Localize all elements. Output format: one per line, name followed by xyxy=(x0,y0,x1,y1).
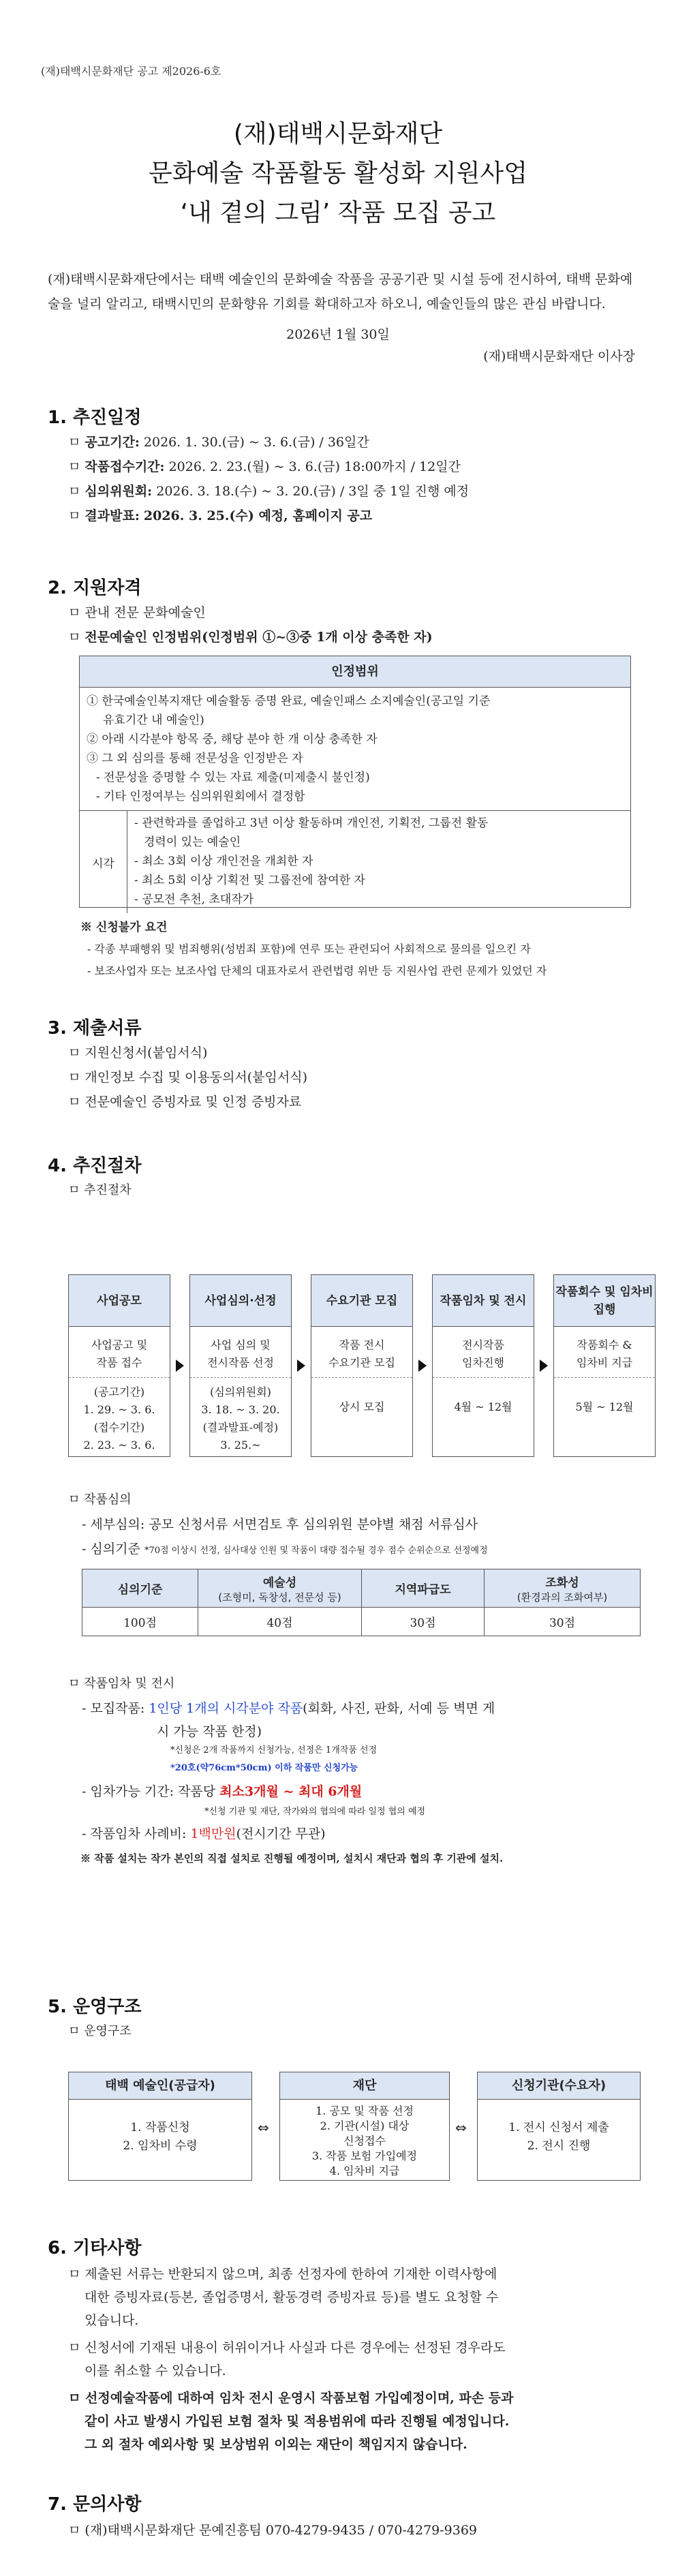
visual-criteria-line: 경력이 있는 예술인 xyxy=(144,835,241,849)
client-head: 신청기관(수요자) xyxy=(478,2072,640,2100)
client-body: 1. 전시 신청서 제출 2. 전시 진행 xyxy=(508,2121,609,2153)
section-2-title: 2. 지원자격 xyxy=(48,578,142,598)
install-note: ※ 작품 설치는 작가 본인의 직접 설치로 진행될 예정이며, 설치시 재단과 협의 후 기관에 설치. xyxy=(80,1852,504,1865)
flow-step-2 xyxy=(189,1274,292,1457)
flow-step-head: 사업심의·선정 xyxy=(190,1275,291,1327)
foundation-body: 1. 공모 및 작품 선정 2. 기관(시설) 대상 신청접수 3. 작품 보험 가입예정 4. 임차비 지급 xyxy=(311,2104,418,2177)
misc-item-cont: 그 외 절차 예외사항 및 보상범위 이외는 재단이 책임지지 않습니다. xyxy=(84,2437,467,2452)
score-cell: 30점 xyxy=(362,1608,485,1636)
misc-item: ㅁ 선정예술작품에 대하여 임차 전시 운영시 작품보험 가입예정이며, 파손 등과 xyxy=(68,2391,514,2406)
recruit-line: - 모집작품: 1인당 1개의 시각분야 작품(회화, 사진, 판화, 서예 등 벽면 게 xyxy=(82,1701,495,1716)
structure-subtitle: ㅁ 운영구조 xyxy=(68,2024,132,2038)
schedule-item: ㅁ 공고기간: 2026. 1. 30.(금) ~ 3. 6.(금) / 36일간 xyxy=(68,435,369,450)
flow-step-body: 전시작품 임차진행 4월 ~ 12월 xyxy=(433,1327,534,1416)
double-arrow-icon: ⇔ xyxy=(258,2119,269,2136)
rental-subtitle: ㅁ 작품임차 및 전시 xyxy=(68,1676,175,1691)
fee-line: - 작품임차 사례비: 1백만원(전시기간 무관) xyxy=(82,1826,326,1841)
visual-label: 시각 xyxy=(80,811,127,913)
contact-line: ㅁ (재)태백시문화재단 문예진흥팀 070-4279-9435 / 070-4279-9369 xyxy=(68,2523,478,2538)
criteria-line: - 전문성을 증명할 수 있는 자료 제출(미제출시 불인정) xyxy=(96,771,370,784)
score-header: 지역파급도 xyxy=(362,1569,485,1608)
visual-criteria-line: - 최소 5회 이상 기획전 및 그룹전에 참여한 자 xyxy=(134,874,365,887)
review-subtitle: ㅁ 작품심의 xyxy=(68,1492,132,1507)
recruit-note: *20호(약76cm*50cm) 이하 작품만 신청가능 xyxy=(170,1763,358,1773)
flow-step-4 xyxy=(432,1274,534,1457)
flow-step-body: 작품 전시 수요기관 모집 상시 모집 xyxy=(311,1327,412,1416)
criteria-line: ② 아래 시각분야 항목 중, 해당 분야 한 개 이상 충족한 자 xyxy=(87,733,378,746)
title-line-1: (재)태백시문화재단 xyxy=(233,120,443,148)
misc-item-cont: 대한 증빙자료(등본, 졸업증명서, 활동경력 증빙자료 등)를 별도 요청할 수 xyxy=(84,2290,499,2305)
flow-step-5 xyxy=(553,1274,656,1457)
score-cell: 30점 xyxy=(485,1608,641,1636)
supplier-box xyxy=(68,2072,252,2181)
criteria-table xyxy=(79,656,631,908)
misc-item-cont: 같이 사고 발생시 가입된 보험 절차 및 적용범위에 따라 진행될 예정입니다. xyxy=(84,2414,510,2429)
period-line: - 임차가능 기간: 작품당 최소3개월 ~ 최대 6개월 xyxy=(82,1784,363,1799)
flow-step-head: 작품회수 및 임차비 집행 xyxy=(554,1275,655,1327)
review-detail: - 세부심의: 공모 신청서류 서면검토 후 심의위원 분야별 채점 서류심사 xyxy=(82,1517,478,1532)
criteria-line: - 기타 인정여부는 심의위원회에서 결정함 xyxy=(96,790,305,803)
criteria-line: ① 한국예술인복지재단 예술활동 증명 완료, 예술인패스 소지예술인(공고일 기준 xyxy=(87,694,491,708)
flow-arrow-icon xyxy=(418,1360,427,1372)
flow-arrow-icon xyxy=(176,1360,184,1372)
criteria-list xyxy=(80,688,630,811)
client-box xyxy=(477,2072,641,2181)
flow-step-head: 수요기관 모집 xyxy=(311,1275,412,1327)
misc-item-cont: 있습니다. xyxy=(84,2313,139,2328)
visual-criteria-list xyxy=(127,811,495,913)
disqualification-item: - 보조사업자 또는 보조사업 단체의 대표자로서 관련법령 위반 등 지원사업 관련 문제가 있었던 자 xyxy=(87,964,547,977)
section-6-title: 6. 기타사항 xyxy=(48,2238,142,2258)
section-3-title: 3. 제출서류 xyxy=(48,1018,142,1039)
score-table xyxy=(82,1569,641,1636)
score-header: 심의기준 xyxy=(82,1569,198,1608)
section-5-title: 5. 운영구조 xyxy=(48,1997,142,2017)
visual-criteria-line: - 최소 3회 이상 개인전을 개최한 자 xyxy=(134,855,313,868)
document-item: ㅁ 개인정보 수집 및 이용동의서(붙임서식) xyxy=(68,1070,308,1085)
section-1-title: 1. 추진일정 xyxy=(48,408,142,428)
double-arrow-icon: ⇔ xyxy=(455,2119,467,2136)
review-criteria: - 심의기준 *70점 이상시 선정, 심사대상 인원 및 작품이 대량 접수될 경우 점수 순위순으로 선정예정 xyxy=(82,1542,488,1557)
score-header: 예술성 (조형미, 독창성, 전문성 등) xyxy=(198,1569,362,1608)
schedule-item: ㅁ 심의위원회: 2026. 3. 18.(수) ~ 3. 20.(금) / 3일 중 1일 진행 예정 xyxy=(68,484,470,499)
schedule-item: ㅁ 결과발표: 2026. 3. 25.(수) 예정, 홈페이지 공고 xyxy=(68,508,373,523)
document-item: ㅁ 전문예술인 증빙자료 및 인정 증빙자료 xyxy=(68,1094,302,1109)
foundation-head: 재단 xyxy=(280,2072,449,2100)
title-line-2: 문화예술 작품활동 활성화 지원사업 xyxy=(149,159,527,187)
qualification-item: ㅁ 관내 전문 문화예술인 xyxy=(68,605,206,620)
document-item: ㅁ 지원신청서(붙임서식) xyxy=(68,1045,208,1060)
score-cell: 100점 xyxy=(82,1608,198,1636)
misc-item: ㅁ 제출된 서류는 반환되지 않으며, 최종 선정자에 한하여 기재한 이력사항에 xyxy=(68,2267,497,2282)
disqualification-item: - 각종 부패행위 및 범죄행위(성범죄 포함)에 연루 또는 관련되어 사회적으로 물의를 일으킨 자 xyxy=(87,942,531,955)
flow-step-body: 사업공고 및 작품 접수 (공고기간) 1. 29. ~ 3. 6. (접수기간) 2. 23. ~ 3. 6. xyxy=(69,1327,170,1454)
flow-step-head: 작품임차 및 전시 xyxy=(433,1275,534,1327)
flow-step-body: 작품회수 & 임차비 지급 5월 ~ 12월 xyxy=(554,1327,655,1416)
visual-criteria-row xyxy=(80,811,630,913)
section-4-title: 4. 추진절차 xyxy=(48,1156,142,1176)
misc-item: ㅁ 신청서에 기재된 내용이 허위이거나 사실과 다른 경우에는 선정된 경우라도 xyxy=(68,2340,506,2355)
criteria-line: 유효기간 내 예술인) xyxy=(103,714,204,727)
notice-date: 2026년 1월 30일 xyxy=(286,327,390,342)
foundation-box xyxy=(279,2072,450,2181)
intro-paragraph: (재)태백시문화재단에서는 태백 예술인의 문화예술 작품을 공공기관 및 시설 등에 전시하여, 태백 문화예술을 널리 알리고, 태백시민의 문화향유 기회를 확대하고자 하오니, 예술인들의 많은 관심 바랍니다. xyxy=(48,272,633,311)
section-7-title: 7. 문의사항 xyxy=(48,2494,142,2515)
qualification-item: ㅁ 전문예술인 인정범위(인정범위 ①~③중 1개 이상 충족한 자) xyxy=(68,630,433,645)
criteria-table-header: 인정범위 xyxy=(80,656,630,688)
title-line-3: ‘내 곁의 그림’ 작품 모집 공고 xyxy=(180,199,496,227)
schedule-item: ㅁ 작품접수기간: 2026. 2. 23.(월) ~ 3. 6.(금) 18:00까지 / 12일간 xyxy=(68,459,461,474)
flow-arrow-icon xyxy=(540,1360,548,1372)
flow-step-body: 사업 심의 및 전시작품 선정 (심의위원회) 3. 18. ~ 3. 20. (결과발표-예정) 3. 25.~ xyxy=(190,1327,291,1454)
criteria-line: ③ 그 외 심의를 통해 전문성을 인정받은 자 xyxy=(87,752,303,765)
visual-criteria-line: - 관련학과를 졸업하고 3년 이상 활동하며 개인전, 기획전, 그룹전 활동 xyxy=(134,816,489,830)
period-note: *신청 기관 및 재단, 작가와의 협의에 따라 일정 협의 예정 xyxy=(204,1807,426,1817)
flow-step-1 xyxy=(68,1274,170,1457)
misc-item-cont: 이를 취소할 수 있습니다. xyxy=(84,2363,226,2378)
flow-step-head: 사업공모 xyxy=(69,1275,170,1327)
supplier-body: 1. 작품신청 2. 임차비 수령 xyxy=(123,2121,198,2153)
flow-arrow-icon xyxy=(297,1360,305,1372)
flow-step-3 xyxy=(311,1274,413,1457)
recruit-note: *신청은 2개 작품까지 신청가능, 선정은 1개작품 선정 xyxy=(170,1745,378,1755)
supplier-head: 태백 예술인(공급자) xyxy=(69,2072,251,2100)
procedure-subtitle: ㅁ 추진절차 xyxy=(68,1183,132,1197)
disqualification-title: ※ 신청불가 요건 xyxy=(80,921,168,934)
visual-criteria-line: - 공모전 추천, 초대작가 xyxy=(134,893,254,906)
score-cell: 40점 xyxy=(198,1608,362,1636)
notice-number: (재)태백시문화재단 공고 제2026-6호 xyxy=(41,65,221,78)
issuer: (재)태백시문화재단 이사장 xyxy=(483,349,635,364)
recruit-line-cont: 시 가능 작품 한정) xyxy=(157,1724,262,1739)
score-header: 조화성 (환경과의 조화여부) xyxy=(485,1569,641,1608)
